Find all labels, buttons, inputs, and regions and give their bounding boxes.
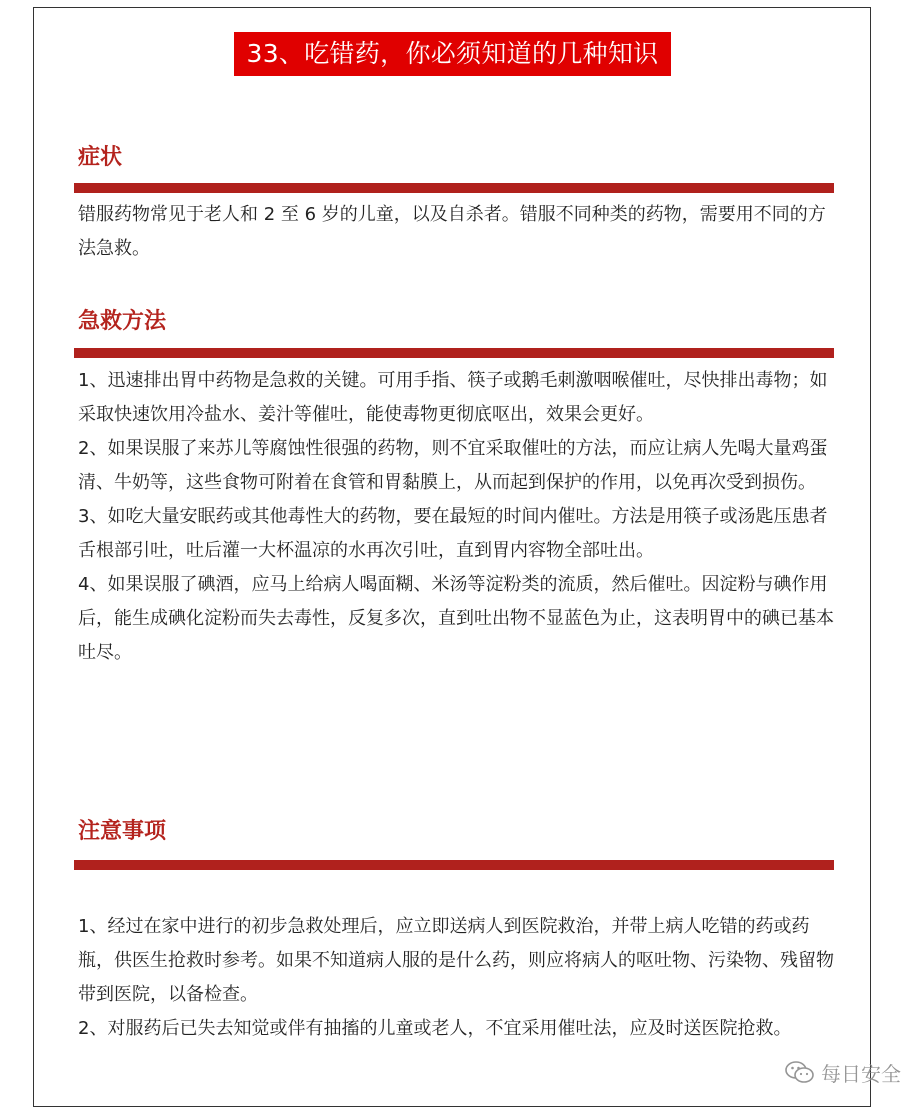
section-divider [74, 860, 834, 870]
section-heading-precautions: 注意事项 [78, 819, 167, 844]
section-body-symptoms [78, 198, 834, 266]
section-heading-symptoms: 症状 [78, 145, 123, 170]
paragraph: 1、迅速排出胃中药物是急救的关键。可用手指、筷子或鹅毛刺激咽喉催吐，尽快排出毒物；如采取快速饮用冷盐水、姜汁等催吐，能使毒物更彻底呕出，效果会更好。 [78, 370, 828, 425]
wechat-icon [785, 1060, 815, 1086]
paragraph: 2、对服药后已失去知觉或伴有抽搐的儿童或老人，不宜采用催吐法，应及时送医院抢救。 [78, 1018, 792, 1039]
section-divider [74, 183, 834, 193]
paragraph: 3、如吃大量安眠药或其他毒性大的药物，要在最短的时间内催吐。方法是用筷子或汤匙压患者舌根部引吐，吐后灌一大杯温凉的水再次引吐，直到胃内容物全部吐出。 [78, 506, 828, 561]
section-body-first-aid [78, 364, 834, 670]
paragraph: 2、如果误服了来苏儿等腐蚀性很强的药物，则不宜采取催吐的方法，而应让病人先喝大量鸡蛋清、牛奶等，这些食物可附着在食管和胃黏膜上，从而起到保护的作用，以免再次受到损伤。 [78, 438, 828, 493]
section-heading-first-aid: 急救方法 [78, 309, 167, 334]
article-title: 33、吃错药，你必须知道的几种知识 [234, 32, 671, 76]
watermark-text: 每日安全 [821, 1062, 901, 1086]
paragraph: 4、如果误服了碘酒，应马上给病人喝面糊、米汤等淀粉类的流质，然后催吐。因淀粉与碘作用后，能生成碘化淀粉而失去毒性，反复多次，直到吐出物不显蓝色为止，这表明胃中的碘已基本吐尽。 [78, 574, 834, 663]
watermark [785, 1058, 901, 1087]
paragraph: 错服药物常见于老人和 2 至 6 岁的儿童，以及自杀者。错服不同种类的药物，需要用不同的方法急救。 [78, 204, 826, 259]
paragraph: 1、经过在家中进行的初步急救处理后，应立即送病人到医院救治，并带上病人吃错的药或药瓶，供医生抢救时参考。如果不知道病人服的是什么药，则应将病人的呕吐物、污染物、残留物带到医院，以备检查。 [78, 916, 834, 1005]
section-body-precautions [78, 910, 834, 1046]
section-divider [74, 348, 834, 358]
